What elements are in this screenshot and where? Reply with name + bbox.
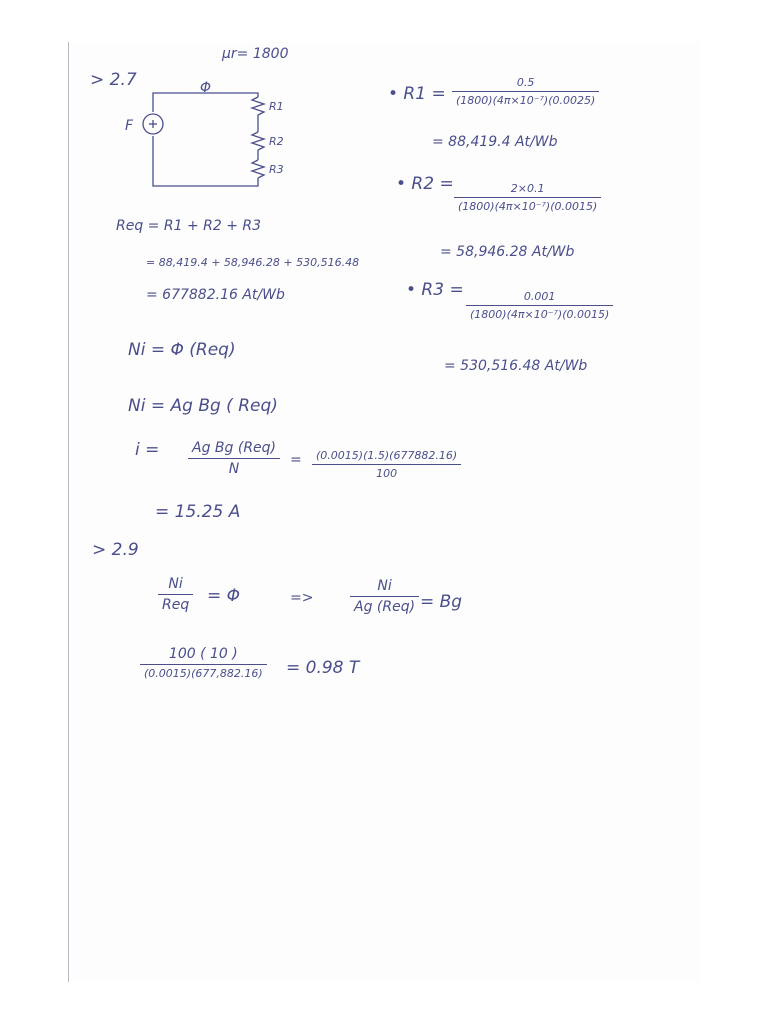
ni-over-req-numerator: Ni [168,576,183,592]
current-fraction [188,440,280,477]
r3-denominator: (1800)(4π×10⁻⁷)(0.0015) [470,308,610,321]
current-fraction-denominator: N [228,461,240,477]
ni-ag-equation: Ni = Ag Bg ( Req) [128,396,278,416]
mmf-source-label: F [125,118,134,134]
r1-denominator: (1800)(4π×10⁻⁷)(0.0025) [456,94,596,107]
implies-arrow: => [290,590,314,606]
fraction-bar [158,594,193,595]
r3-circuit-label: R3 [269,163,284,176]
r3-numerator: 0.001 [523,290,556,303]
r1-label: • R1 = [388,84,446,104]
fraction-bar [466,305,613,306]
r3-fraction [466,290,613,321]
current-lhs: i = [135,440,160,460]
flux-density-result: = 0.98 T [286,658,360,678]
fraction-bar [452,91,599,92]
fraction-bar [350,596,419,597]
ni-over-ag-req-denominator: Ag (Req) [354,599,416,615]
ni-over-req-fraction [158,576,193,613]
current-values-fraction [312,449,461,480]
flux-symbol: Φ [200,80,212,96]
ni-phi-equation: Ni = Φ (Req) [128,340,236,360]
req-sum: Req = R1 + R2 + R3 [116,218,262,234]
r3-label: • R3 = [406,280,464,300]
ni-over-ag-req-fraction [350,578,419,615]
r2-result: = 58,946.28 At/Wb [440,244,575,260]
fraction-bar [312,464,461,465]
r2-circuit-label: R2 [269,135,284,148]
r1-fraction [452,76,599,107]
flux-density-fraction [140,646,267,680]
equals-bg: = Bg [420,592,463,612]
current-values-numerator: (0.0015)(1.5)(677882.16) [316,449,458,462]
r3-result: = 530,516.48 At/Wb [444,358,588,374]
flux-density-denominator: (0.0015)(677,882.16) [144,667,263,680]
r2-fraction [454,182,601,213]
current-equals: = [290,452,302,468]
r2-label: • R2 = [396,174,454,194]
ni-over-req-denominator: Req [162,597,190,613]
r2-denominator: (1800)(4π×10⁻⁷)(0.0015) [458,200,598,213]
r1-circuit-label: R1 [269,100,284,113]
current-values-denominator: 100 [376,467,398,480]
current-result: = 15.25 A [155,502,241,522]
r1-numerator: 0.5 [516,76,535,89]
fraction-bar [140,664,267,665]
ni-over-ag-req-numerator: Ni [377,578,392,594]
req-values: = 88,419.4 + 58,946.28 + 530,516.48 [146,256,360,269]
r2-numerator: 2×0.1 [510,182,545,195]
equals-flux: = Φ [207,586,241,606]
problem-2-9-label: > 2.9 [92,540,139,560]
r1-result: = 88,419.4 At/Wb [432,134,558,150]
fraction-bar [188,458,280,459]
problem-2-7-label: > 2.7 [90,70,137,90]
flux-density-numerator: 100 ( 10 ) [168,646,238,662]
fraction-bar [454,197,601,198]
mu-r-note: μr= 1800 [222,46,289,62]
current-fraction-numerator: Ag Bg (Req) [192,440,277,456]
req-result: = 677882.16 At/Wb [146,287,285,303]
